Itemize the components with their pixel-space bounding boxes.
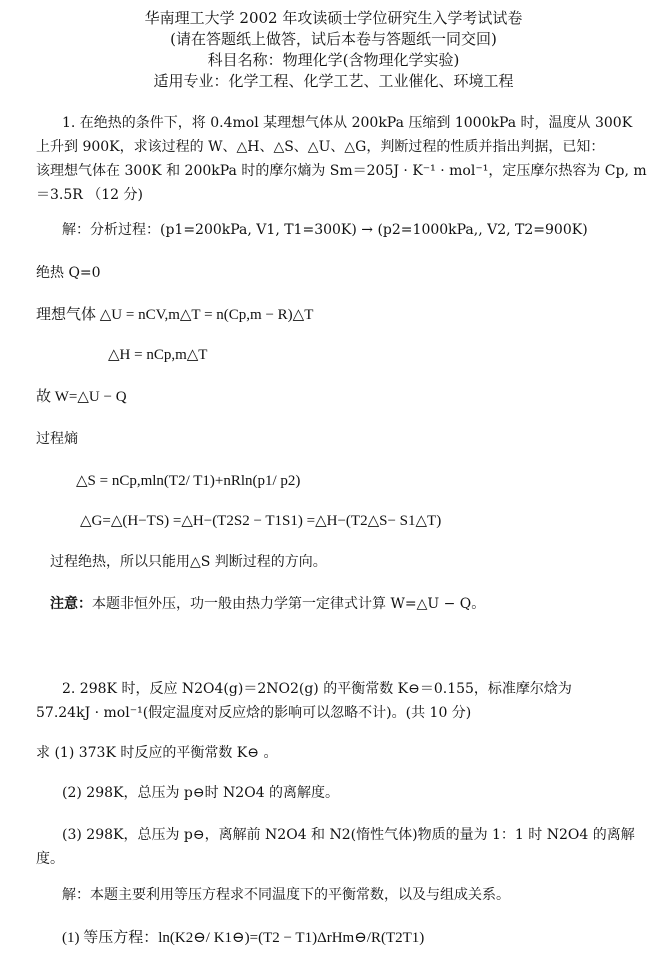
solution-1-ideal-gas: 理想气体 △U = nCV,m△T = n(Cp,m − R)△T <box>36 307 314 323</box>
question-2 <box>0 677 667 725</box>
exam-majors: 适用专业：化学工程、化学工艺、工业催化、环境工程 <box>153 72 514 90</box>
question-2-ask-1: 求 (1) 373K 时反应的平衡常数 K⊖ 。 <box>36 745 278 761</box>
exam-subject: 科目名称：物理化学(含物理化学实验) <box>207 51 460 69</box>
solution-2-eq-1: (1) 等压方程：ln(K2⊖/ K1⊖)=(T2 − T1)ΔrHm⊖/R(T2T1) <box>62 930 425 946</box>
exam-header <box>0 8 667 92</box>
question-2-ask-3-line: (3) 298K，总压为 p⊖，离解前 N2O4 和 N2(惰性气体)物质的量为 1：1 时 N2O4 的离解 <box>62 827 635 843</box>
question-1 <box>0 111 667 207</box>
question-1-line: ＝3.5R （12 分) <box>36 187 143 203</box>
solution-1-gibbs-eq: △G=△(H−TS) =△H−(T2S2 − T1S1) =△H−(T2△S− S1△T) <box>80 513 442 529</box>
question-2-ask-2: (2) 298K，总压为 p⊖时 N2O4 的离解度。 <box>62 785 340 801</box>
solution-1-work: 故 W=△U − Q <box>36 389 127 405</box>
exam-title: 华南理工大学 2002 年攻读硕士学位研究生入学考试试卷 <box>144 9 523 27</box>
note-label: 注意： <box>50 596 92 612</box>
solution-1-entropy-label: 过程熵 <box>36 431 78 447</box>
solution-1-adiabatic: 绝热 Q=0 <box>36 265 101 281</box>
question-1-line: 该理想气体在 300K 和 200kPa 时的摩尔熵为 Sm＝205J · K⁻¹ · mol⁻¹，定压摩尔热容为 Cp, m <box>36 163 647 179</box>
solution-1-analysis: 解：分析过程：(p1=200kPa, V1, T1=300K) → (p2=1000kPa,, V2, T2=900K) <box>62 222 588 238</box>
question-2-line: 2. 298K 时，反应 N2O4(g)＝2NO2(g) 的平衡常数 K⊖＝0.155，标准摩尔焓为 <box>62 681 572 697</box>
solution-1-note <box>0 592 667 616</box>
question-1-line: 1. 在绝热的条件下，将 0.4mol 某理想气体从 200kPa 压缩到 1000kPa 时，温度从 300K <box>62 115 633 131</box>
solution-1-entropy-eq: △S = nCp,mln(T2/ T1)+nRln(p1/ p2) <box>76 473 301 489</box>
question-1-line: 上升到 900K，求该过程的 W、△H、△S、△U、△G，判断过程的性质并指出判据，已知： <box>36 139 605 155</box>
question-2-ask-3 <box>0 823 667 871</box>
exam-instruction: (请在答题纸上做答，试后本卷与答题纸一同交回) <box>170 30 497 48</box>
question-2-ask-3-line: 度。 <box>36 851 64 867</box>
solution-2-intro: 解：本题主要利用等压方程求不同温度下的平衡常数，以及与组成关系。 <box>62 887 510 903</box>
note-text: 本题非恒外压，功一般由热力学第一定律式计算 W=△U − Q。 <box>92 596 486 612</box>
solution-1-enthalpy: △H = nCp,m△T <box>108 347 208 363</box>
solution-1-conclusion: 过程绝热，所以只能用△S 判断过程的方向。 <box>50 554 327 570</box>
question-2-line: 57.24kJ · mol⁻¹(假定温度对反应焓的影响可以忽略不计)。(共 10 分) <box>36 705 472 721</box>
